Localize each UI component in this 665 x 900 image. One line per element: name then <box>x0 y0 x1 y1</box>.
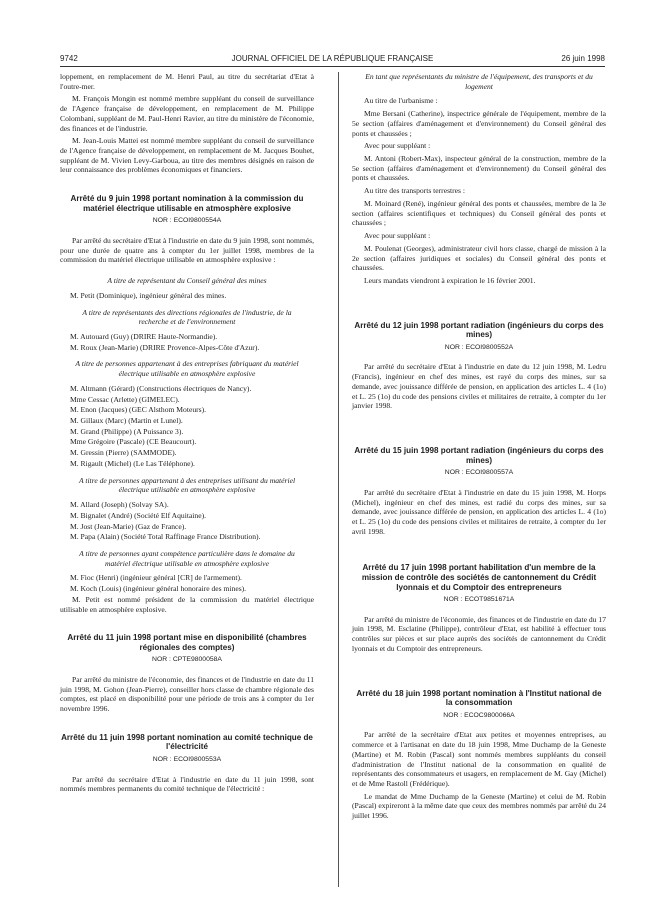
nor-reference: NOR : ECOI9800552A <box>444 343 514 351</box>
decree-title: Arrêté du 18 juin 1998 portant nomination à l'Institut national de la consommation <box>356 688 602 708</box>
paragraph: Par arrêté du ministre de l'économie, des finances et de l'industrie en date du 17 juin 1998, M. Esclatine (Philippe), contrôleur d'Etat, est habilité à effectuer tous contrôles sur pièces et sur place auprès des sociétés de cantonnement du Crédit lyonnais et du Comptoir des entrepreneurs. <box>352 614 606 653</box>
paragraph: Par arrêté du secrétaire d'Etat à l'industrie en date du 15 juin 1998, M. Horps (Michel), ingénieur en chef des mines, est radié du corps des mines, sur sa demande, avec jouissance différée de pension, en application des articles L. 4 (1o) et L. 25 (1o) du code des pensions civiles et militaires de retraite, à compter du 1er avril 1998. <box>352 487 606 536</box>
left-column <box>60 72 314 797</box>
nor-reference: NOR : ECOI9800554A <box>152 217 222 225</box>
list-item: M. Jost (Jean-Marie) (Gaz de France). <box>70 521 187 531</box>
paragraph: Par arrêté de la secrétaire d'Etat aux petites et moyennes entreprises, au commerce et à l'artisanat en date du 18 juin 1998, Mme Duchamp de la Geneste (Martine) et M. Robin (Pascal) sont nommés membres suppléants du conseil d'administration de l'Institut national de la consommation en qualité de représentants des consommateurs et usagers, en remplacement de M. Gay (Michel) et de Mme Rastoll (Frédérique). <box>352 730 606 788</box>
paragraph: Leurs mandats viendront à expiration le 16 février 2001. <box>364 275 536 285</box>
list-item: M. Enon (Jacques) (GEC Alsthom Moteurs). <box>70 405 207 415</box>
decree-title: Arrêté du 15 juin 1998 portant radiation (ingénieurs du corps des mines) <box>354 446 604 465</box>
group-label: A titre de représentant du Conseil général des mines <box>107 276 267 286</box>
list-item: M. Fioc (Henri) (ingénieur général [CR] de l'armement). <box>70 573 242 583</box>
list-item: M. Petit (Dominique), ingénieur général des mines. <box>70 290 227 300</box>
decree-title: Arrêté du 9 juin 1998 portant nomination à la commission du matériel électrique utilisable en atmosphère explosive <box>70 194 304 213</box>
nor-reference: NOR : ECOI9800557A <box>444 469 514 477</box>
paragraph: Avec pour suppléant : <box>364 141 431 151</box>
list-item: M. Grand (Philippe) (A Puissance 3). <box>70 426 184 436</box>
column-divider <box>338 72 339 887</box>
list-item: M. Bignalet (André) (Société Elf Aquitaine). <box>70 510 207 520</box>
paragraph: Au titre des transports terrestres : <box>364 186 466 196</box>
nor-reference: NOR : ECOI9800553A <box>152 756 222 763</box>
list-item: Mme Cessac (Arlette) (GIMELEC). <box>70 394 180 404</box>
paragraph: loppement, en remplacement de M. Henri Paul, au titre du secrétariat d'Etat à l'outre-mer. <box>60 72 314 91</box>
paragraph: Mme Bersani (Catherine), inspectrice générale de l'équipement, membre de la 5e section (affaires d'aménagement et d'environnement) du Conseil général des ponts et chaussées ; <box>352 109 606 138</box>
decree-title: Arrêté du 11 juin 1998 portant nomination au comité technique de l'électricité <box>61 732 313 752</box>
list-item: M. Allard (Joseph) (Solvay SA). <box>70 500 169 510</box>
paragraph: M. Poulenat (Georges), administrateur civil hors classe, chargé de mission à la 2e section (affaires juridiques et sociales) du Conseil général des ponts et chaussées. <box>352 243 606 273</box>
paragraph: M. Antoni (Robert-Max), inspecteur général de la construction, membre de la 5e section (affaires d'aménagement et d'environnement) du Conseil général des ponts et chaussées. <box>352 154 606 183</box>
nor-reference: NOR : ECOC9800066A <box>443 711 515 719</box>
paragraph: Par arrêté du secrétaire d'Etat à l'industrie en date du 11 juin 1998, sont nommés membres permanents du comité technique de l'électricité : <box>60 774 314 794</box>
decree-title: Arrêté du 11 juin 1998 portant mise en disponibilité (chambres régionales des comptes) <box>67 633 307 652</box>
paragraph: Par arrêté du ministre de l'économie, des finances et de l'industrie en date du 11 juin 1998, M. Gohon (Jean-Pierre), conseiller hors classe de chambre régionale des comptes, est placé en disponibilité pour une période de trois ans à compter du 1er novembre 1996. <box>60 675 314 714</box>
paragraph: Le mandat de Mme Duchamp de la Geneste (Martine) et celui de M. Robin (Pascal) expireront à la même date que ceux des membres nommés par arrêté du 24 juillet 1996. <box>352 791 606 821</box>
journal-title: JOURNAL OFFICIEL DE LA RÉPUBLIQUE FRANÇAISE <box>231 54 434 63</box>
decree-title: Arrêté du 17 juin 1998 portant habilitation d'un membre de la mission de contrôle des sociétés de cantonnement du Crédit lyonnais et du Comptoir des entrepreneurs <box>361 563 597 592</box>
group-label: En tant que représentants du ministre de l'équipement, des transports et du logement <box>365 72 593 91</box>
list-item: M. Papa (Alain) (Société Total Raffinage France Distribution). <box>70 532 261 542</box>
list-item: M. Gillaux (Marc) (Martin et Lunel). <box>70 416 183 426</box>
right-column <box>352 72 606 824</box>
list-item: M. Altmann (Gérard) (Constructions électriques de Nancy). <box>70 383 252 393</box>
list-item: M. Roux (Jean-Marie) (DRIRE Provence-Alpes-Côte d'Azur). <box>70 342 260 352</box>
issue-date: 26 juin 1998 <box>561 54 605 63</box>
list-item: M. Rigault (Michel) (Le Las Téléphone). <box>70 458 195 468</box>
paragraph: Par arrêté du secrétaire d'Etat à l'industrie en date du 12 juin 1998, M. Ledru (Francis), ingénieur en chef des mines, est rayé du corps des mines, sur sa demande, avec jouissance différée de pension, en application des articles L. 4 (1o) et L. 25 (1o) du code des pensions civiles et militaires de retraite, à compter du 1er janvier 1998. <box>352 362 606 411</box>
paragraph: M. Moinard (René), ingénieur général des ponts et chaussées, membre de la 3e section (affaires scientifiques et techniques) du Conseil général des ponts et chaussées ; <box>352 198 606 228</box>
group-label: A titre de représentants des directions régionales de l'industrie, de la recherche et de l'environnement <box>82 307 292 327</box>
paragraph: Avec pour suppléant : <box>364 231 431 241</box>
list-item: M. Koch (Louis) (ingénieur général honoraire des mines). <box>70 584 247 594</box>
group-label: A titre de personnes ayant compétence particulière dans le domaine du matériel électrique utilisable en atmosphère explosive <box>79 548 295 568</box>
header-rule <box>60 66 605 67</box>
nor-reference: NOR : ECOT9851671A <box>443 596 515 604</box>
paragraph: M. Petit est nommé président de la commission du matériel électrique utilisable en atmosphère explosive. <box>60 594 314 614</box>
nor-reference: NOR : CPTE9800058A <box>152 656 222 664</box>
group-label: A titre de personnes appartenant à des entreprises utilisant du matériel électrique utilisable en atmosphère explosive <box>78 475 296 495</box>
list-item: M. Gressin (Pierre) (SAMMODE). <box>70 448 177 458</box>
paragraph: M. François Mongin est nommé membre suppléant du conseil de surveillance de l'Agence française de développement, en remplacement de M. Philippe Colombani, suppléant de M. Paul-Henri Ravier, au titre du ministère de l'économie, des finances et de l'industrie. <box>60 94 314 133</box>
paragraph: Par arrêté du secrétaire d'Etat à l'industrie en date du 9 juin 1998, sont nommés, pour une durée de quatre ans à compter du 1er juillet 1998, membres de la commission du matériel électrique utilisable en atmosphère explosive : <box>60 235 314 265</box>
list-item: Mme Grégoire (Pascale) (CE Beaucourt). <box>70 437 197 447</box>
paragraph: M. Jean-Louis Mattei est nommé membre suppléant du conseil de surveillance de l'Agence française de développement, en remplacement de M. Jacques Bouhet, suppléant de M. Vivien Levy-Garboua, au titre des membres désignés en raison de leur connaissance des problèmes économiques et financiers. <box>60 136 314 175</box>
group-label: A titre de personnes appartenant à des entreprises fabriquant du matériel électrique utilisable en atmosphère explosive <box>75 359 299 379</box>
page-number: 9742 <box>60 54 78 63</box>
paragraph: Au titre de l'urbanisme : <box>364 96 438 106</box>
decree-title: Arrêté du 12 juin 1998 portant radiation (ingénieurs du corps des mines) <box>354 320 604 340</box>
list-item: M. Autouard (Guy) (DRIRE Haute-Normandie). <box>70 332 218 341</box>
